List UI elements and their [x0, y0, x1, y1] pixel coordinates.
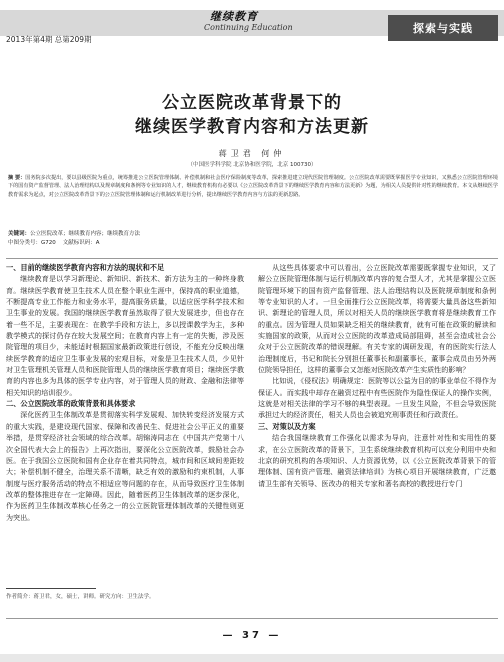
affiliation: （中国医学科学院 北京协和医学院，北京 100730） — [187, 162, 317, 168]
right-column — [258, 262, 496, 489]
article-title-line1: 公立医院改革背景下的 — [162, 93, 342, 113]
divider — [6, 258, 498, 259]
paragraph: 从这些具体要求中可以看出，公立医院改革需要既掌握专业知识，又了解公立医院管理体制与运行机制改革内容的复合型人才，尤其是掌握公立医院管理环境下的国有资产监督管理、法人治理结构以及医院规章制度和条例等专业知识的人才。一旦全面推行公立医院改革，将需要大量具备这些新知识、新理论的管理人员，所以对相关人员的继续医学教育将是继续教育工作的重点。因为管理人员如果缺乏相关的继续教育，就有可能在政策的解读和实施国家的政策，从而对公立医院的改革造成局部阻碍，甚至会造成社会公众对于公立医院改革的错误理解。有关专家的调研发现，有的医院实行法人治理制度后，书记和院长分别担任董事长和副董事长，董事会成员由另外两位院领导担任，这样的董事会又怎能对医院改革产生实质性的影响？ — [258, 263, 496, 375]
document-code: 文献标识码：A — [62, 240, 100, 246]
footnote-rule — [6, 588, 96, 589]
page-header — [0, 0, 504, 44]
abstract — [8, 174, 498, 199]
keywords-block — [8, 230, 498, 248]
paragraph: 继续教育是以学习新理论、新知识、新技术、新方法为主的一种终身教育。继续医学教育使卫生技术人员在整个职业生涯中，保持高的职业道德，不断提高专业工作能力和业务水平，提高服务质量，以适应医学科学技术和卫生事业的发展。我国的继续医学教育虽然取得了很大发展进步，但也存在着一些不足，主要表现在：在教学手段和方法上，多以授课教学为主，多种教学模式的探讨仍存在较大发展空间；在教育内容上有一定的失衡，涉及医院管理的项目少，未能适时根据国家最新政策进行创设，不能充分反映出继续医学教育的适应卫生事业发展的宏观目标，对象是卫生技术人员，少见针对卫生管理机关管理人员和医院管理人员的继续医学教育项目；继续医学教育的内容也多为具体的医学专业内容，对于管理人员的财政、金融和法律等相关知识的培训很少。 — [6, 274, 244, 397]
journal-logo-en: Continuing Education — [204, 23, 293, 32]
author-footnote: 作者简介：蒋卫君，女，硕士，讲师。研究方向：卫生法学。 — [6, 594, 155, 600]
paragraph: 结合我国继续教育工作强化以需求为导向，注意针对性和实用性的要求，在公立医院改革的背景下，卫生系统继续教育机构可以充分利用中央和北京的研究机构的各项知识、人力资源优势，以《公立医院改革背景下的管理体制、国有资产管理、融资法律培训》为核心项目开展继续教育，广泛邀请卫生部有关领导、医改办的相关专家和著名高校的教授进行专门 — [258, 433, 496, 488]
journal-logo-cn: 继续教育 — [210, 10, 258, 23]
abstract-text: 国务院多次提出，要以县级医院为重点，统筹推进公立医院管理体制、补偿机制和社会医疗保险制度等改革，探索推进建立现代医院管理制度。公立医院改革需要既掌握医学专业知识，又熟悉公立医院管理环境下的国有资产监督管理、法人治理结构以及规章制度和条例等专业知识的人才，继续教育机构有必要以《公立医院改革背景下的继续医学教育内容和方法更新》为题，为相关人员提供针对性的继续教育。本文从继续医学教育需求为起点，对公立医院改革背景下的公立医院管理体制和运行机制改革进行分析，提出继续医学教育内容与方法的更新思路。 — [8, 175, 498, 198]
article-title-line2: 继续医学教育内容和方法更新 — [135, 117, 369, 137]
keywords: 公立医院改革；继续教育内容；继续教育方法 — [30, 231, 141, 237]
class-number: 中图分类号：G720 — [8, 240, 56, 246]
section-heading-3: 三、对策以及方案 — [258, 421, 316, 431]
page-number: — 37 — — [222, 630, 282, 641]
abstract-label: 摘 要： — [8, 175, 26, 181]
authors: 蒋卫君 何仲 — [218, 149, 286, 158]
section-heading-1: 一、目前的继续医学教育内容和方法的现状和不足 — [6, 263, 165, 272]
paragraph: 深化医药卫生体制改革是贯彻落实科学发展观、加快转变经济发展方式的重大实践，是建设现代国家、保障和改善民生、促进社会公平正义的重要举措，是贯穿经济社会领域的综合改革。胡锦涛同志在《中国共产党第十八次全国代表大会上的报告》上再次指出，要深化公立医院改革，鼓励社会办医。在于我国公立医院和国有企业存在着共同特点，城市间和区域间差距较大；补偿机制不健全，治理关系不清晰，缺乏有效的激励和约束机制，人事制度与医疗服务活动的特点不相适应等问题的存在，从而导致医疗卫生体制改革的整体推进存在一定障碍。因此，随着医药卫生体制改革的逐步深化，作为医药卫生体制改革核心任务之一的公立医院管理体制改革的关键性则更为突出。 — [6, 410, 244, 522]
left-column — [6, 262, 244, 523]
paragraph: 比如说，《侵权法》明确规定：医院等以公益为目的的事业单位不得作为保证人。而实践中却存在融资过程中有些医院作为隐性保证人的操作实例，这就是对相关法律的学习不够的典型表现。一旦发生风险，不但会导致医院承担过大的经济责任，相关人员也会被追究刑事责任和行政责任。 — [258, 376, 496, 420]
page-footer-rule — [6, 618, 498, 619]
keywords-label: 关键词： — [8, 231, 31, 237]
bottom-band — [0, 654, 504, 662]
issue-info: 2013年第4期 总第209期 — [6, 35, 92, 44]
section-tag: 探索与实践 — [388, 15, 498, 41]
section-heading-2: 二、公立医院改革的政策背景和具体要求 — [6, 399, 136, 409]
